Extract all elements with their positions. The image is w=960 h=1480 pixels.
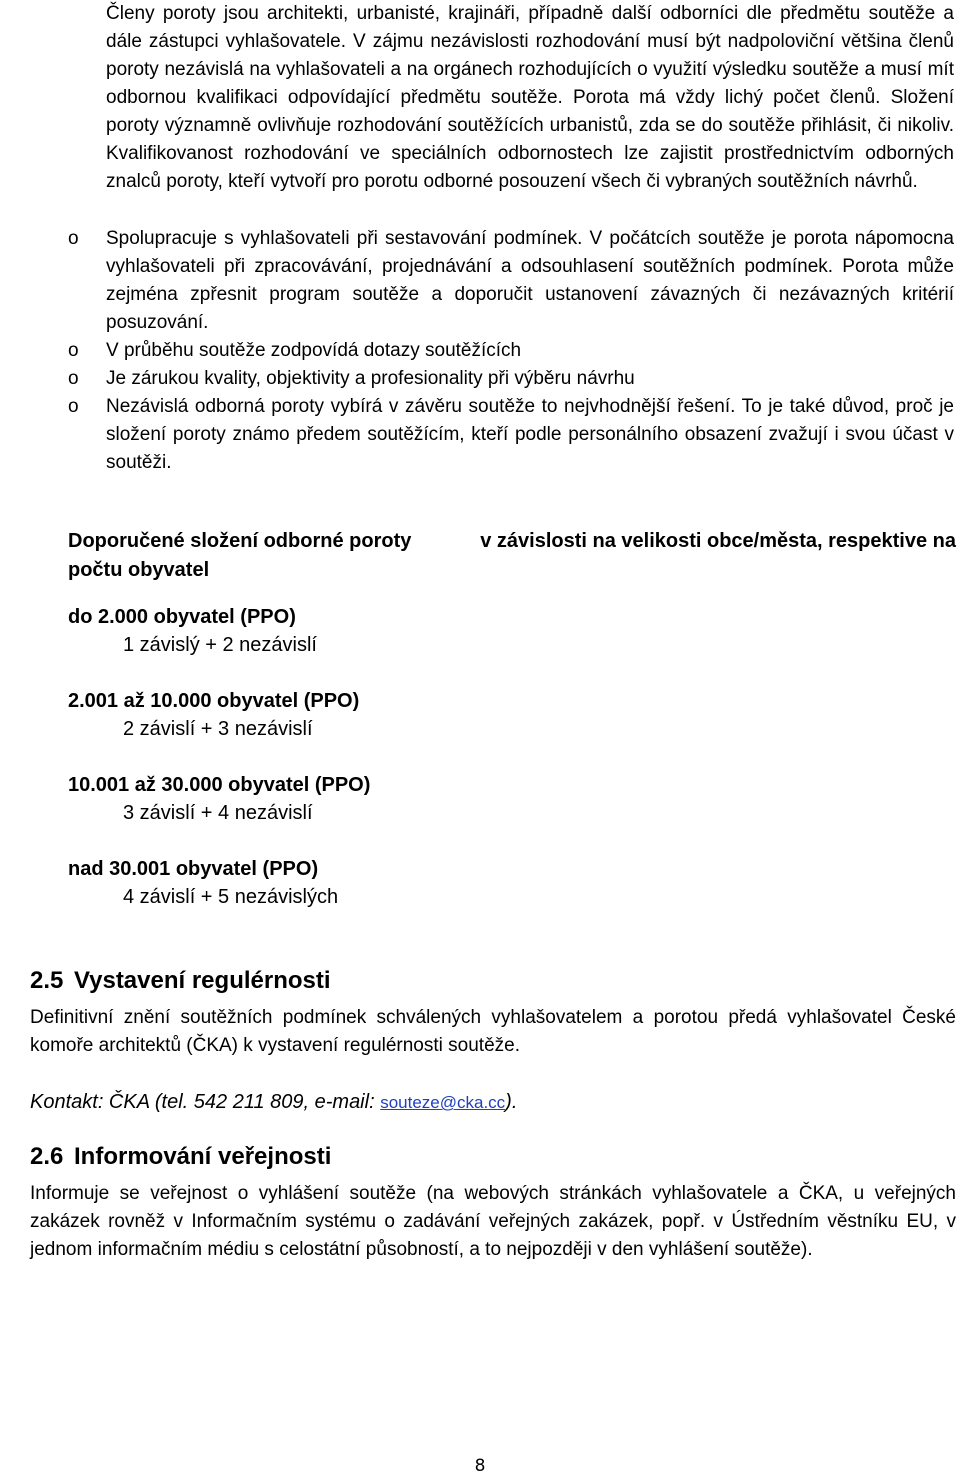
intro-paragraph: Členy poroty jsou architekti, urbanisté, krajináři, případně další odborníci dle předmětu soutěže a dále zástupci vyhlašovatele. V zájmu nezávislosti rozhodování musí být nadpoloviční většina členů poroty nezávislá na vyhlašovateli a na orgánech rozhodujících o využití výsledku soutěže a musí mít odbornou kvalifikaci odpovídající předmětu soutěže. Porota má vždy lichý počet členů. Složení poroty významně ovlivňuje rozhodování soutěžících urbanistů, zda se do soutěže přihlásit, či nikoliv. Kvalifikovanost rozhodování ve speciálních odbornostech lze zajistit prostřednictvím odborných znalců poroty, kteří vytvoří pro porotu odborné posouzení všech či vybraných soutěžních návrhů. [106,3,954,192]
section-2-6-text: Informuje se veřejnost o vyhlášení soutěže (na webových stránkách vyhlašovatele a ČKA, u veřejných zakázek rovněž v Informačním systému o zadávání veřejných zakázek, popř. v Ústředním věstníku EU, v jednom informačním médiu s celostátní působností, a to nejpozději v den vyhlášení soutěže). [30,1183,956,1260]
list-item-text: Je zárukou kvality, objektivity a profesionality při výběru návrhu [106,368,635,389]
contact-suffix: ). [505,1091,518,1113]
jury-heading-line2: počtu obyvatel [68,559,210,581]
tier-value: 4 závislí + 5 nezávislých [123,886,339,908]
jury-composition-heading [68,527,956,585]
tier-label: do 2.000 obyvatel (PPO) [68,606,296,628]
tier-value: 1 závislý + 2 nezávislí [123,634,317,656]
tier-label: 10.001 až 30.000 obyvatel (PPO) [68,774,371,796]
section-number: 2.6 [30,1143,64,1170]
tier-label: nad 30.001 obyvatel (PPO) [68,858,319,880]
section-title: Vystavení regulérnosti [74,967,331,994]
tier-value: 3 závislí + 4 nezávislí [123,802,313,824]
list-item-text: Spolupracuje s vyhlašovateli při sestavování podmínek. V počátcích soutěže je porota nápomocna vyhlašovateli při zpracovávání, projednávání a odsouhlasení soutěžních podmínek. Porota může zejména zpřesnit program soutěže a doporučit ustanovení závazných či nezávazných kritérií posuzování. [106,228,954,333]
section-title: Informování veřejnosti [74,1143,332,1170]
contact-line [30,1088,956,1117]
jury-heading-left: Doporučené složení odborné poroty [68,530,412,552]
section-2-6-heading [30,1142,331,1172]
section-number: 2.5 [30,967,64,994]
contact-email-link[interactable]: souteze@cka.cc [380,1093,506,1112]
contact-prefix: Kontakt: ČKA (tel. 542 211 809, e-mail: [30,1091,381,1113]
bullet-marker: o [68,340,79,361]
bullet-marker: o [68,368,79,389]
page-number: 8 [474,1456,486,1476]
list-item-text: V průběhu soutěže zodpovídá dotazy soutěžících [106,340,522,361]
tier-value: 2 závislí + 3 nezávislí [123,718,313,740]
jury-heading-right: v závislosti na velikosti obce/města, respektive na [480,530,956,552]
bullet-marker: o [68,396,79,417]
tier-label: 2.001 až 10.000 obyvatel (PPO) [68,690,360,712]
section-2-5-text: Definitivní znění soutěžních podmínek schválených vyhlašovatelem a porotou předá vyhlašovatel České komoře architektů (ČKA) k vystavení regulérnosti soutěže. [30,1007,956,1056]
list-item-text: Nezávislá odborná poroty vybírá v závěru soutěže to nejvhodnější řešení. To je také důvod, proč je složení poroty známo předem soutěžícím, kteří podle personálního obsazení zvažují i svou účast v soutěži. [106,396,954,473]
section-2-5-heading [30,966,331,996]
bullet-marker: o [68,228,79,249]
